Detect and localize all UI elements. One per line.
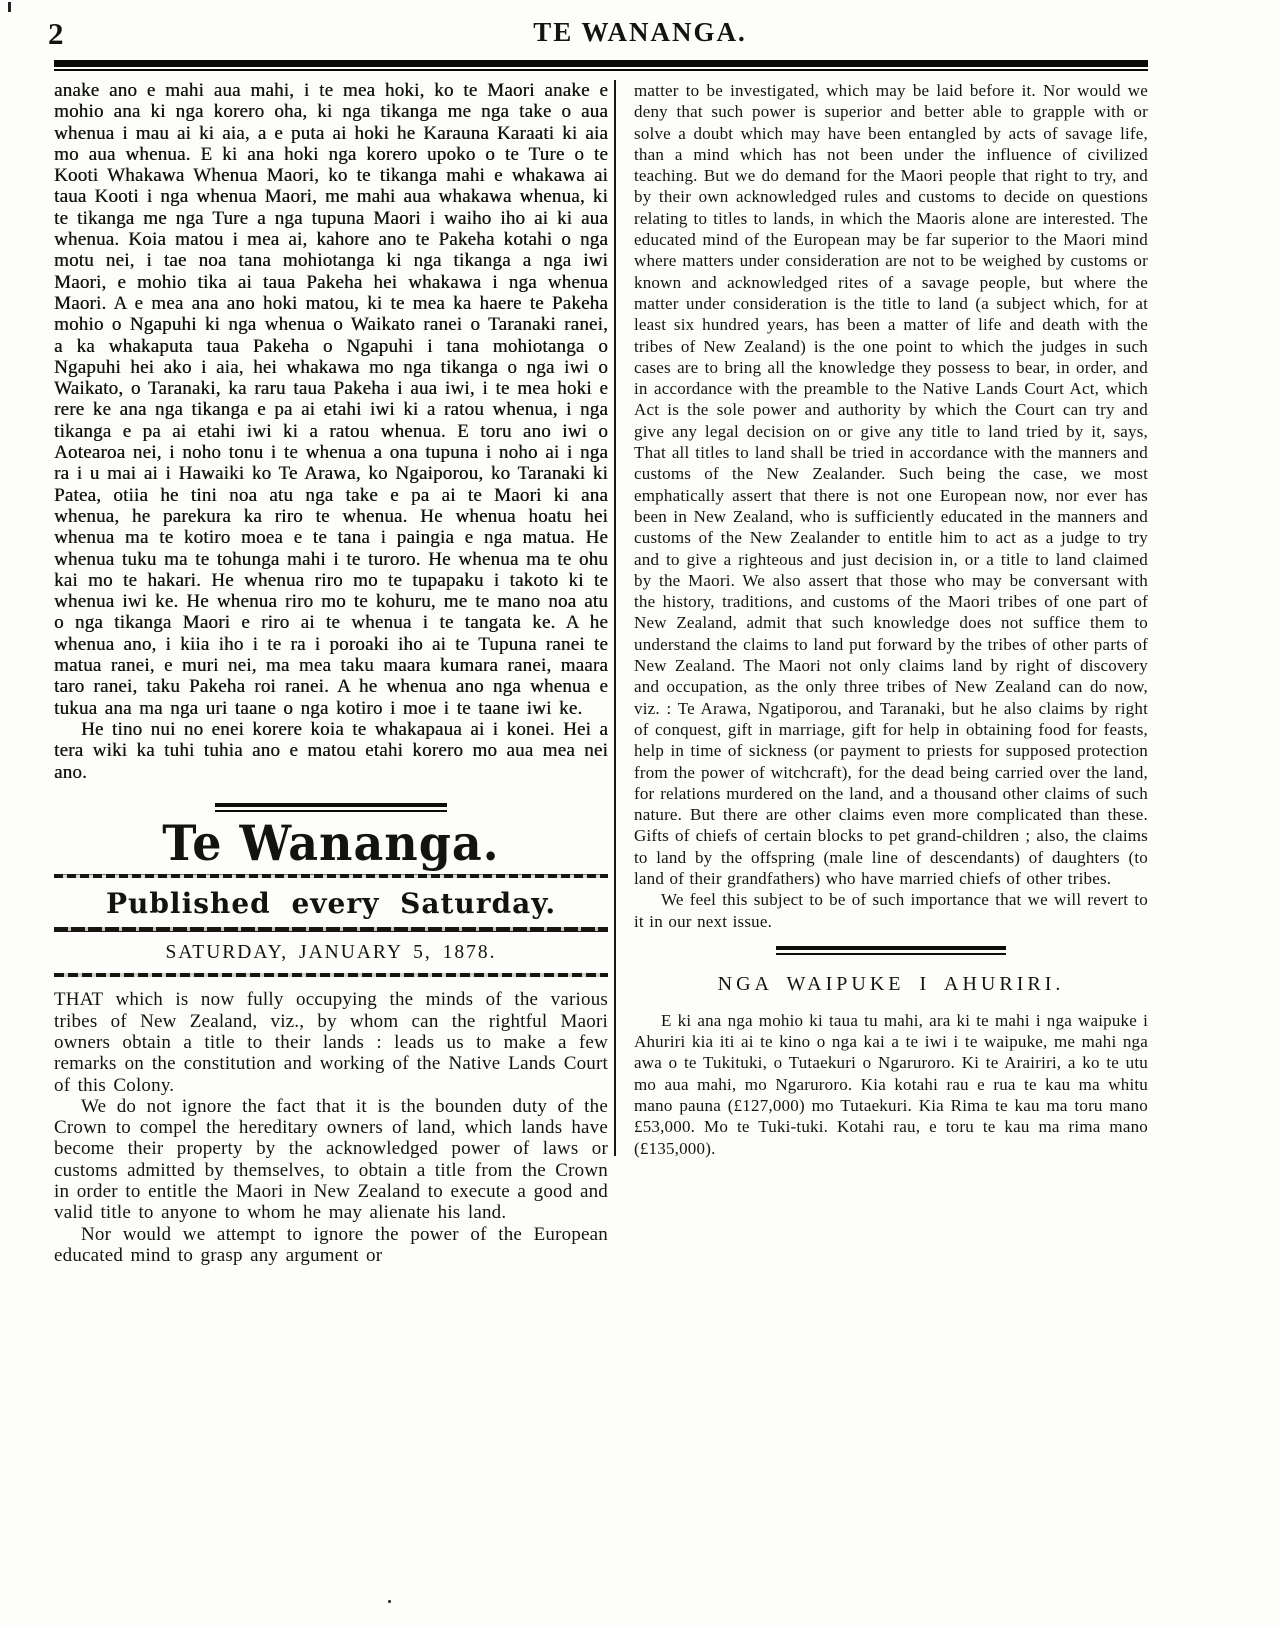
text-columns bbox=[54, 71, 1154, 1266]
scan-speck bbox=[388, 1600, 391, 1603]
page-header bbox=[0, 0, 1280, 60]
editorial-paragraph-3: Nor would we attempt to ignore the power of the European educated mind to grasp any argument or bbox=[54, 1223, 608, 1266]
left-column bbox=[54, 80, 614, 1266]
maori-article-paragraph-2: He tino nui no enei korere koia te whakapaua ai i konei. Hei a tera wiki ka tuhi tuhia ano e matou etahi korero mo aua mea nei ano. bbox=[54, 718, 608, 783]
masthead-double-rule bbox=[215, 803, 447, 812]
wavy-rule bbox=[54, 973, 608, 977]
wavy-rule bbox=[54, 927, 608, 932]
right-column bbox=[616, 80, 1148, 1266]
editorial-paragraph-1: THAT which is now fully occupying the minds of the various tribes of New Zealand, viz., by whom can the rightful Maori owners obtain a title to their lands : leads us to make a few remarks on the constitution and working of the Native Lands Court of this Colony. bbox=[54, 989, 608, 1096]
page-number: 2 bbox=[48, 16, 64, 51]
maori-article-paragraph-1: anake ano e mahi aua mahi, i te mea hoki, ko te Maori anake e mohio ana ki nga korero oha, ki nga tikanga me nga take o aua whenua i mau ai ki aia, a e puta ai hoki he Karauna Karaati ki aia mo aua whenua. E ki ana hoki nga korero upoko o te Ture o te Kooti Whakawa Whenua Maori, ko te tikanga mahi e whakawa ai taua Kooti i nga whenua Maori, me mahi aua whakawa whenua, ki te tikanga me nga Ture a nga tupuna Maori i waiho iho ai ki aua whenua. Koia matou i mea ai, kahore ano te Pakeha kotahi o nga motu nei, i tae noa tana mohiotanga ki nga tikanga a nga iwi Maori, e mohio tika ai taua Pakeha hei whakawa i nga whenua Maori. A e mea ana ano hoki matou, ki te mea ka haere te Pakeha mohio o Ngapuhi ki nga whenua o Waikato ranei o Taranaki ranei, a ka whakaputa taua Pakeha o Ngapuhi i tana mohiotanga o Ngapuhi hei ako i aia, hei whakawa mo nga tikanga o nga iwi o Waikato, o Taranaki, ka raru taua Pakeha i aua iwi, i te mea hoki e rere ke ana nga tikanga e pa ai etahi iwi ki a ratou whenua, i nga tikanga e pa ai etahi iwi ki a ratou whenua. E toru ano iwi o Aotearoa nei, i noho tonu i te whenua a ona tupuna i noho ai i nga ra i u mai ai i Hawaiki ko Te Arawa, ko Ngaiporou, ko Taranaki ki Patea, otiia he tini noa atu nga take e pa ai te Maori ki ana whenua, he parekura ka riro te whenua. He whenua hoatu hei whenua ma te kotiro moea e te tana i paingia e nga matua. He whenua tuku ma te tohunga mahi i te turoro. He whenua ma te ohu kai mo te hakari. He whenua riro mo te tupapaku i takoto ki te whenua iwi ke. He whenua riro mo te kohuru, me te mano noa atu o nga tikanga Maori e riro ai te whenua i te tangata ke. A he whenua ano, i kiia iho i te ra i poroaki iho ai te Tupuna ranei te matua ranei, e muri nei, ma mea taku maara kumara ranei, maara taro ranei, taku Pakeha roi ranei. A he whenua ano nga whenua e tukua ana ma nga uri taane o nga kotiro i moe i te taane iwi ke. bbox=[54, 80, 608, 719]
editorial-continued-paragraph-1: matter to be investigated, which may be laid before it. Nor would we deny that such power is superior and better able to grapple with or solve a doubt which may have been entangled by acts of savage life, than a mind which has not been under the influence of civilized teaching. But we do demand for the Maori people that right to try, and by their own acknowledged rules and customs to decide on questions relating to titles to lands, in which the Maoris alone are interested. The educated mind of the European may be far superior to the Maori mind where matters under consideration are not to be weighed by customs or known and acknowledged rites of a savage people, but where the matter under consideration is the title to land (a subject which, for at least six hundred years, has been a matter of life and death with the tribes of New Zealand) is the one point to which the judges in such cases are to bring all the knowledge they possess to bear, in order, and in accordance with the preamble to the Native Lands Court Act, which Act is the sole power and authority by which the Court can try and give any legal decision on or give any title to land tried by it, says, That all titles to land shall be tried in accordance with the manners and customs of the New Zealander. Such being the case, we most emphatically assert that there is not one European now, nor ever has been in New Zealand, who is sufficiently educated in the manners and customs of the New Zealander to entitle him to act as a judge to try and to give a righteous and just decision in, or a title to land claimed by the Maori. We also assert that those who may be conversant with the history, traditions, and customs of the Maori tribes of one part of New Zealand, admit that such knowledge does not suffice them to understand the claims to land put forward by the tribes of other parts of New Zealand. The Maori not only claims land by right of discovery and occupation, as the only three tribes of New Zealand can do now, viz. : Te Arawa, Ngatiporou, and Taranaki, but he also claims by right of conquest, gift in marriage, gift for help in obtaining food for feasts, help in time of sickness (or payment to priests for supposed protection from the power of witchcraft), for the dead being carried over the land, for relations murdered on the land, and a thousand other claims of such nature. But there are other claims even more complicated than these. Gifts of chiefs of certain blocks to pet grand-children ; also, the claims to land by the offspring (male line of descendants) of daughters (to land of their grandfathers) who have married chiefs of other tribes. bbox=[634, 81, 1148, 888]
paper-masthead-title: Te Wananga. bbox=[162, 814, 500, 872]
issue-dateline: SATURDAY, JANUARY 5, 1878. bbox=[165, 942, 497, 964]
article-double-rule bbox=[776, 946, 1006, 955]
flood-article-paragraph-1: E ki ana nga mohio ki taua tu mahi, ara ki te mahi i nga waipuke i Ahuriri kia iti ai te kino o nga kai a te iwi i te waipuke, me mahi nga awa o te Tukituki, o Tutaekuri o Ngaruroro. Ki te Arairiri, a ko te utu mo aua mahi, mo Ngaruroro. Kia kotahi rau e rua te kau ma whitu mano pauna (£127,000) mo Tutaekuri. Kia Rima te kau ma toru mano £53,000. Mo te Tuki-tuki. Kotahi rau, e toru te kau ma rima mano (£135,000). bbox=[634, 1010, 1148, 1158]
wavy-rule bbox=[54, 874, 608, 878]
paper-masthead bbox=[54, 803, 608, 978]
published-every-saturday: Published every Saturday. bbox=[105, 887, 557, 921]
page-title: TE WANANGA. bbox=[533, 17, 747, 47]
flood-article-heading: NGA WAIPUKE I AHURIRI. bbox=[717, 972, 1065, 995]
header-rule bbox=[54, 60, 1148, 71]
editorial-continued-paragraph-2: We feel this subject to be of such importance that we will revert to it in our next issue. bbox=[634, 890, 1148, 931]
editorial-paragraph-2: We do not ignore the fact that it is the bounden duty of the Crown to compel the hereditary owners of land, which lands have become their property by the acknowledged power of laws or customs admitted by themselves, to obtain a title from the Crown in order to entitle the Maori in New Zealand to execute a good and valid title to anyone to whom he may alienate his land. bbox=[54, 1095, 608, 1224]
